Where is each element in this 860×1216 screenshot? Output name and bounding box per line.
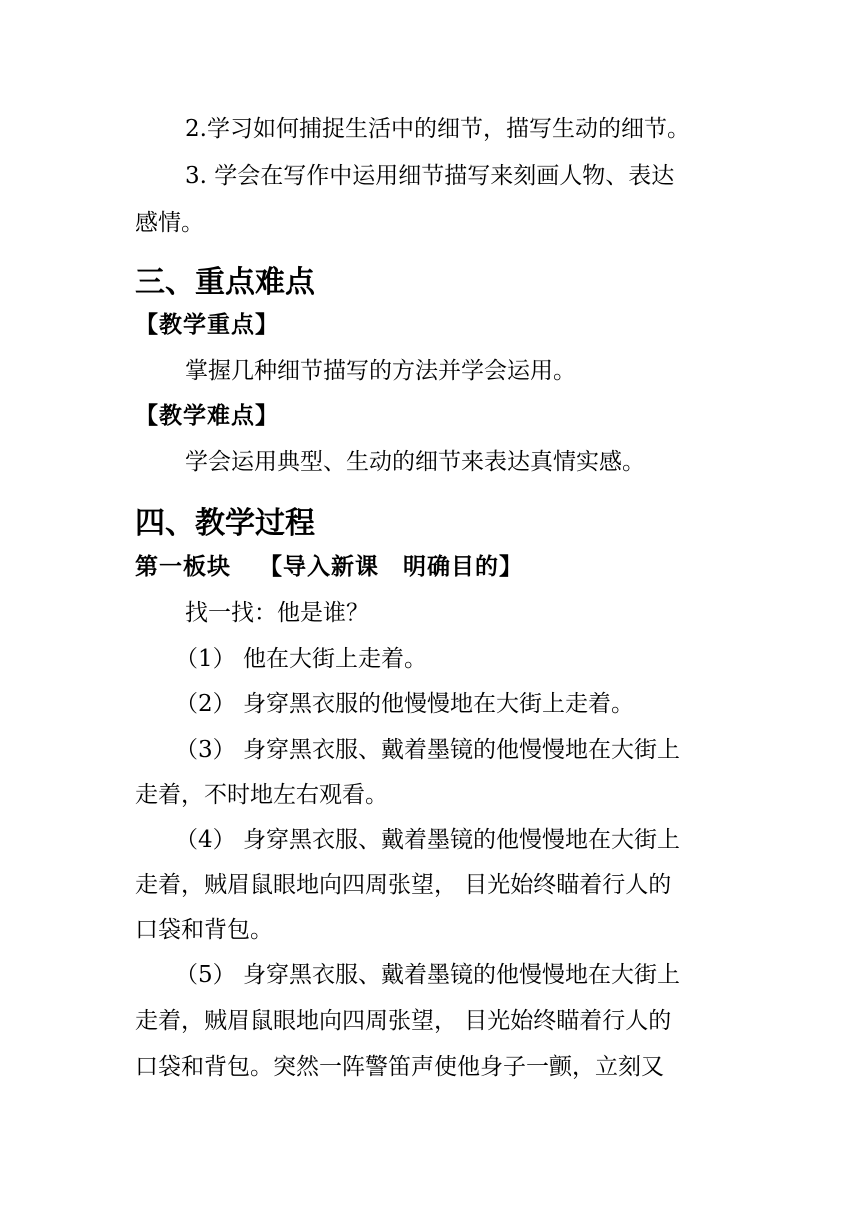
example-3-line2: 走着，不时地左右观看。 (135, 782, 388, 808)
focus-label: 【教学重点】 (135, 312, 279, 338)
objective-item-3-line1: 3. 学会在写作中运用细节描写来刻画人物、表达 (185, 163, 675, 189)
section-4-heading: 四、教学过程 (135, 506, 315, 541)
block-1-heading (135, 552, 523, 582)
example-4-line3: 口袋和背包。 (135, 917, 273, 943)
prompt-text: 找一找：他是谁？ (185, 600, 369, 626)
example-1-line1: （1） 他在大街上走着。 (175, 646, 427, 672)
example-3-line1: （3） 身穿黑衣服、戴着墨镜的他慢慢地在大街上 (175, 737, 680, 763)
difficulty-label: 【教学难点】 (135, 403, 279, 429)
block-1-title: 【导入新课 明确目的】 (259, 554, 523, 580)
section-3-heading: 三、重点难点 (135, 265, 315, 300)
example-2-line1: （2） 身穿黑衣服的他慢慢地在大街上走着。 (175, 691, 634, 717)
block-1-label: 第一板块 (135, 554, 231, 580)
objective-item-3-line2: 感情。 (135, 210, 204, 236)
difficulty-text: 学会运用典型、生动的细节来表达真情实感。 (185, 449, 645, 475)
example-5-line2: 走着，贼眉鼠眼地向四周张望， 目光始终瞄着行人的 (135, 1008, 672, 1034)
objective-item-2: 2.学习如何捕捉生活中的细节，描写生动的细节。 (185, 116, 690, 142)
example-4-line1: （4） 身穿黑衣服、戴着墨镜的他慢慢地在大街上 (175, 827, 680, 853)
example-5-line3: 口袋和背包。突然一阵警笛声使他身子一颤，立刻又 (135, 1054, 664, 1080)
example-4-line2: 走着，贼眉鼠眼地向四周张望， 目光始终瞄着行人的 (135, 872, 672, 898)
example-5-line1: （5） 身穿黑衣服、戴着墨镜的他慢慢地在大街上 (175, 962, 680, 988)
focus-text: 掌握几种细节描写的方法并学会运用。 (185, 358, 576, 384)
